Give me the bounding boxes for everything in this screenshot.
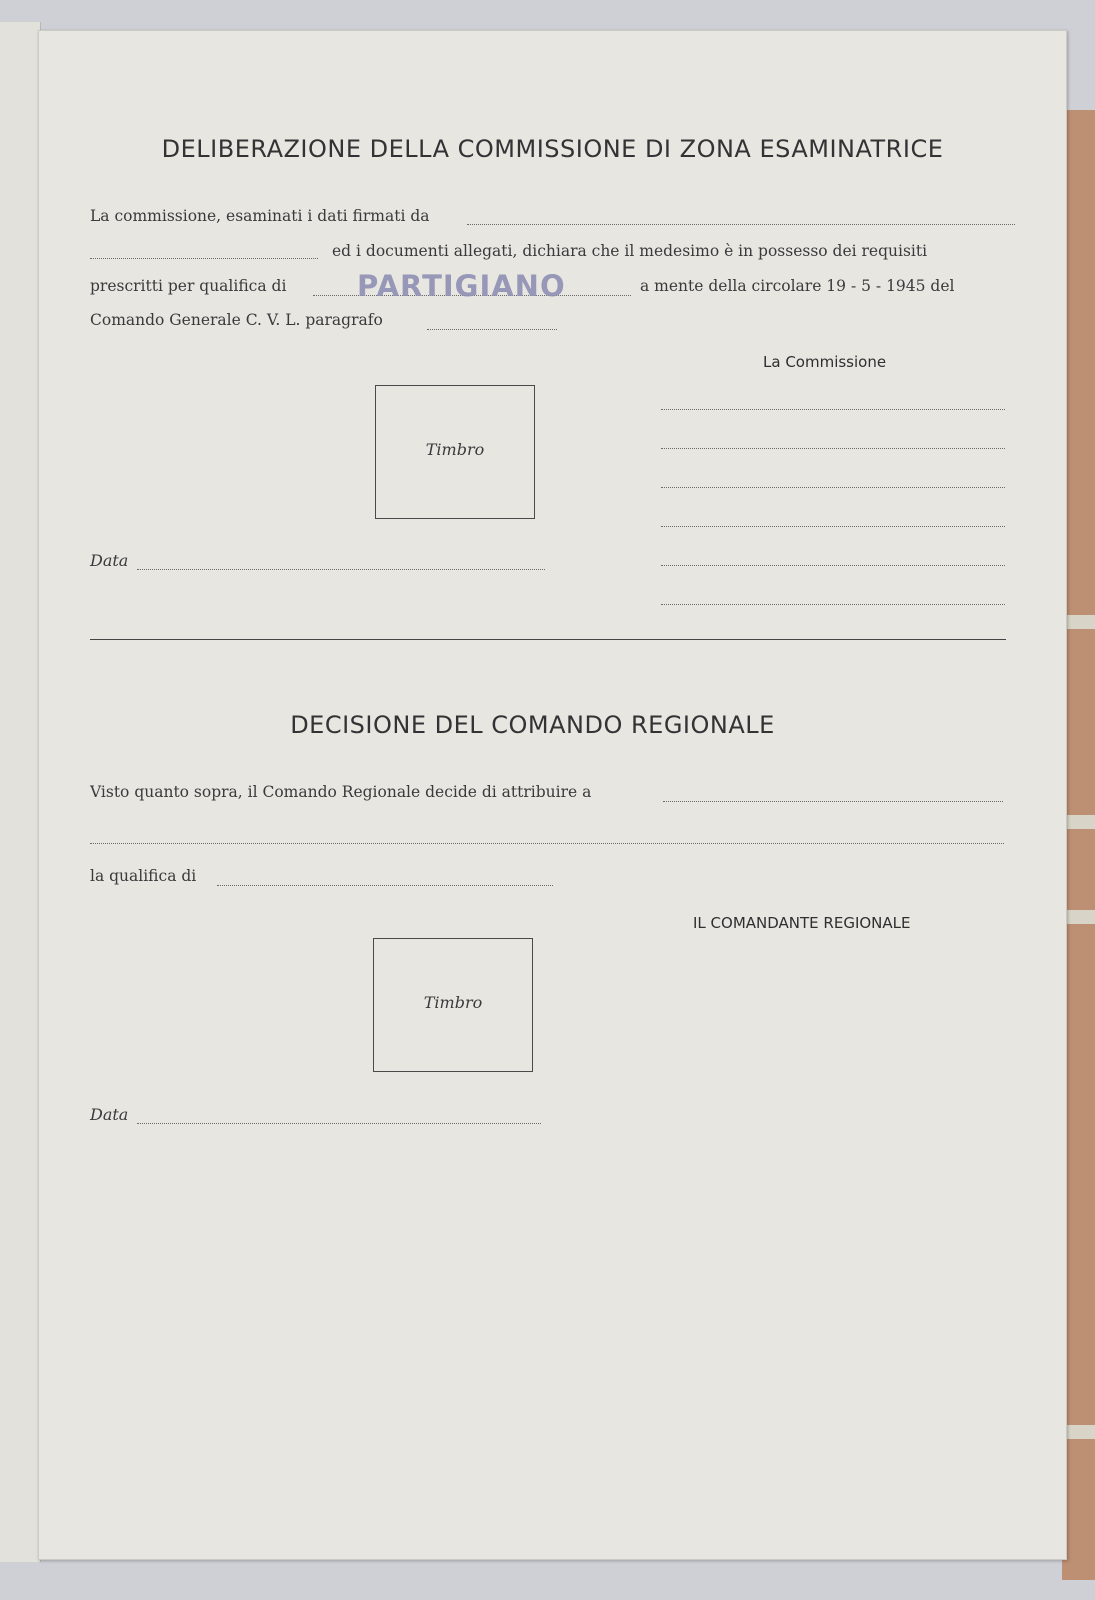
recipient-name-continuation-field[interactable] [90,843,1004,844]
section1-line2: ed i documenti allegati, dichiara che il medesimo è in possesso dei requisiti [332,242,928,260]
recipient-name-field[interactable] [663,801,1003,802]
stamp-box-2 [373,938,533,1072]
stamp-box-2-label: Timbro [423,993,483,1012]
commission-label: La Commissione [763,353,887,371]
section1-heading: DELIBERAZIONE DELLA COMMISSIONE DI ZONA ESAMINATRICE [161,135,944,163]
signer-name-field[interactable] [467,224,1015,225]
section2-line1: Visto quanto sopra, il Comando Regionale decide di attribuire a [90,783,592,801]
date-label-2: Data [90,1105,129,1124]
partigiano-stamp: PARTIGIANO [357,269,566,303]
stamp-box-1 [375,385,535,519]
date-field-2[interactable] [137,1123,541,1124]
form-sheet [38,30,1067,1560]
stamp-box-1-label: Timbro [425,440,485,459]
date-label-1: Data [90,551,129,570]
section-divider [90,639,1006,640]
section1-line4: Comando Generale C. V. L. paragrafo [90,311,383,329]
commission-signature-line-1[interactable] [661,409,1005,410]
left-page-edge [0,22,41,1562]
section1-line3-post: a mente della circolare 19 - 5 - 1945 del [640,277,955,295]
section1-line3-pre: prescritti per qualifica di [90,277,287,295]
commission-signature-line-3[interactable] [661,487,1005,488]
commander-label: IL COMANDANTE REGIONALE [693,914,911,932]
commission-signature-line-4[interactable] [661,526,1005,527]
section1-line1: La commissione, esaminati i dati firmati da [90,207,430,225]
section2-heading: DECISIONE DEL COMANDO REGIONALE [290,711,775,739]
qualification-field-2[interactable] [217,885,553,886]
commission-signature-line-5[interactable] [661,565,1005,566]
commission-signature-line-6[interactable] [661,604,1005,605]
date-field-1[interactable] [137,569,545,570]
section2-line3: la qualifica di [90,867,197,885]
signer-name-continuation-field[interactable] [90,258,318,259]
paragraph-field[interactable] [427,329,557,330]
commission-signature-line-2[interactable] [661,448,1005,449]
